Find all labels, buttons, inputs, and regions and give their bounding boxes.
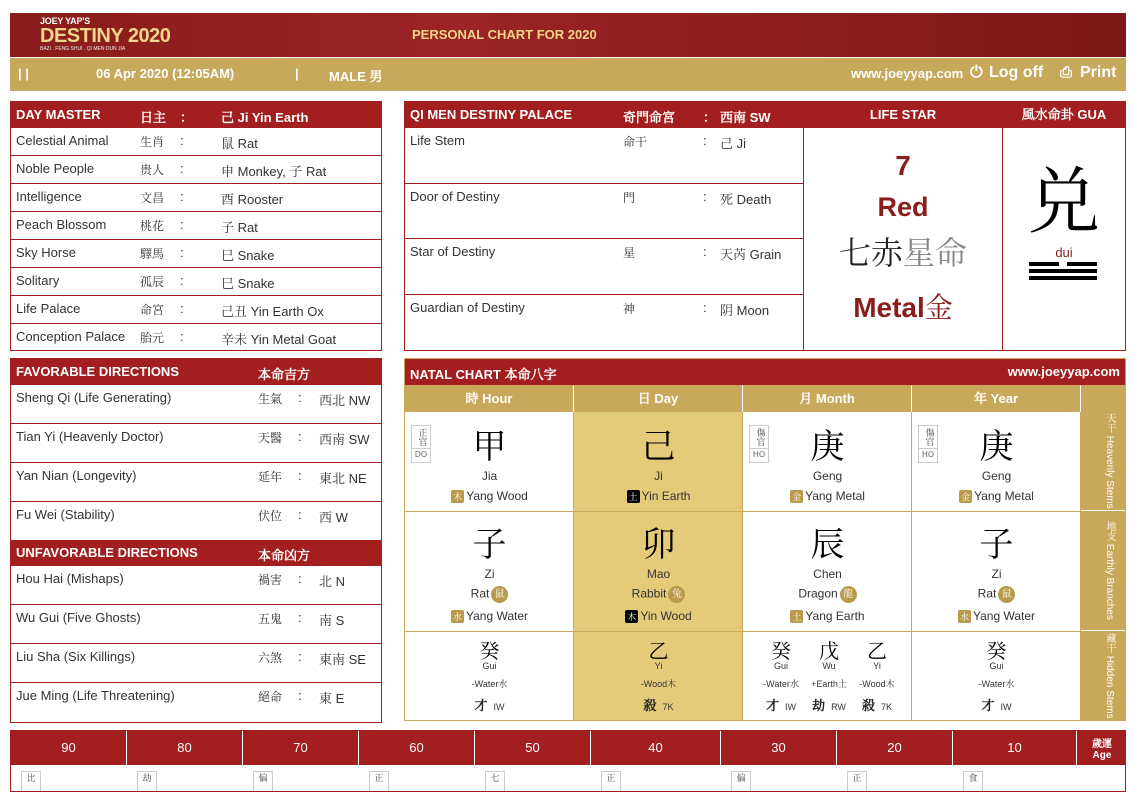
row-value: 阴 Moon [720,302,770,318]
gua-character: 兑 [1027,160,1100,244]
branch-element [912,609,1081,623]
row-colon: : [180,245,184,260]
stem-character: 甲 [472,427,507,467]
hidden-stem-pinyin: Gui [773,661,788,671]
hidden-stem-character: 癸 [771,639,791,663]
direction-cn: 延年 [258,470,283,484]
direction-colon: : [298,429,302,444]
gender: MALE 男 [329,69,383,84]
direction-value: 西南 SW [319,432,370,447]
life-star-cn [804,228,1002,274]
element-badge: 土 [792,612,802,622]
hidden-stem-pinyin: Gui [989,661,1004,671]
column-header-side [1081,385,1125,412]
element-badge: 水 [959,612,969,622]
life-star-cn-sub: 星命 [903,234,968,272]
life-star-cn-main: 七赤 [838,234,903,272]
logo-sub-text: BAZI . FENG SHUI . QI MEN DUN JIA [40,46,126,52]
row-label: Guardian of Destiny [410,299,525,315]
element-name: Yang Earth [805,609,865,623]
ten-god-cn: 正官 [416,428,427,446]
row-colon: : [703,188,707,204]
ten-god-abbr: 7K [662,702,674,712]
direction-colon: : [298,390,302,405]
row-colon: : [180,161,184,176]
direction-label: Wu Gui (Five Ghosts) [16,610,141,625]
ten-god-abbr: HO [919,448,937,460]
luck-pillar-tag: 偏 [253,771,273,792]
ten-god-abbr: 7K [881,702,893,712]
hidden-stem-element: -Water水 [978,679,1015,689]
separator: | [295,66,299,81]
direction-value: 東南 SE [319,652,366,667]
branch-pinyin: Zi [991,567,1002,581]
ten-god-cn: 才 [474,698,488,713]
row-cn: 胎元 [140,331,165,345]
header-colon: ： [180,110,194,125]
branch-character: 卯 [641,525,676,565]
row-colon: : [180,273,184,288]
row-label: Star of Destiny [410,244,496,259]
row-colon: : [180,217,184,232]
direction-colon: : [298,688,302,703]
side-label-2: 藏干 Hidden Stems [1081,631,1125,722]
hidden-stem-character: 戊 [819,639,839,663]
row-value: 鼠 Rat [221,136,258,151]
hidden-stem-god [405,695,574,714]
power-icon[interactable]: ⏻ [970,64,983,81]
side-label-1: 地支 Earthly Branches [1081,511,1125,631]
hidden-stem-pinyin: Wu [822,661,836,671]
element-badge: 金 [961,492,971,502]
life-star-color: Red [877,192,929,222]
natal-title: NATAL CHART 本命八字 [410,367,557,382]
stem-character: 己 [641,427,676,467]
branch-character: 子 [979,525,1014,565]
luck-pillar-tag: 食 [963,771,983,792]
stem-character: 庚 [810,427,845,467]
row-cn: 門 [623,190,636,205]
age-cell[interactable]: 90 [11,731,127,765]
ten-god-cn: 劫 [812,698,826,713]
day-master-row [11,184,381,212]
logo-top-text: JOEY YAP'S [40,16,91,26]
element-badge: 金 [792,492,802,502]
row-colon: : [180,329,184,344]
header-value: 西南 SW [720,110,771,125]
row-label: Life Palace [16,301,81,316]
row-value: 巳 Snake [221,276,275,291]
favorable-row [11,502,381,541]
qimen-row [405,295,803,351]
branch-animal [574,586,743,603]
unfavorable-row [11,644,381,683]
branch-animal [912,586,1081,603]
row-label: Door of Destiny [410,188,500,204]
favorable-label: FAVORABLE DIRECTIONS [16,364,179,379]
row-value: 天芮 Grain [720,247,782,262]
ten-god-cn: 傷官 [923,428,934,446]
age-cell[interactable]: 30 [721,731,837,765]
hidden-stem-character: 癸 [986,639,1007,663]
branch-pinyin: Zi [484,567,495,581]
age-cell[interactable]: 20 [837,731,953,765]
direction-value: 南 S [319,613,345,628]
ten-god-cn: 殺 [643,698,657,713]
animal-name: Dragon [798,586,838,601]
stem-element [574,489,743,503]
ten-god-cn: 殺 [861,698,875,713]
print-icon[interactable]: ⎙ [1060,64,1073,81]
direction-cn: 五鬼 [258,612,283,626]
row-cn: 命干 [623,135,648,149]
row-colon: : [703,133,707,148]
row-value: 己丑 Yin Earth Ox [221,304,324,319]
branch-character: 辰 [810,525,845,565]
day-master-row [11,156,381,184]
site-link[interactable]: www.joeyyap.com [851,66,964,81]
direction-colon: : [298,507,302,522]
qimen-row [405,184,803,240]
row-value: 申 Monkey, 子 Rat [221,164,327,179]
element-en: Metal [853,292,925,323]
row-label: Intelligence [16,189,82,204]
page-title: PERSONAL CHART FOR 2020 [412,27,597,42]
unfavorable-row [11,605,381,644]
hidden-stem-pinyin: Gui [482,661,497,671]
hidden-stem-pinyin: Yi [654,661,663,671]
natal-site[interactable]: www.joeyyap.com [1007,364,1120,379]
element-name: Yin Wood [640,609,692,623]
animal-icon: 龍 [840,586,857,603]
direction-value: 北 N [319,574,346,589]
row-colon: : [180,133,184,148]
menu-icon[interactable]: | | [18,66,29,81]
direction-cn: 天醫 [258,431,283,445]
ten-god-cn: 傷官 [754,428,765,446]
hidden-stem-element: -Water水 [763,679,799,689]
row-label: Celestial Animal [16,133,109,148]
ten-god-cn: 才 [765,698,779,713]
hidden-stem-element: -Wood木 [859,679,895,689]
direction-label: Jue Ming (Life Threatening) [16,688,175,703]
stem-element [743,489,912,503]
row-cn: 驛馬 [140,247,165,261]
row-cn: 文昌 [140,191,165,205]
header-label: QI MEN DESTINY PALACE [410,107,573,122]
row-cn: 贵人 [140,163,165,177]
column-header-2: 月 Month [743,385,912,412]
element-badge: 木 [627,612,637,622]
branch-pinyin: Mao [646,567,671,581]
column-header-1: 日 Day [574,385,743,412]
animal-name: Rabbit [631,586,667,601]
branch-element [574,609,743,623]
day-master-header [11,102,381,128]
row-value: 子 Rat [221,220,258,235]
element-name: Yang Water [972,609,1036,623]
row-value: 己 Ji [720,136,747,151]
header-label: DAY MASTER [16,107,101,122]
life-star-element [804,286,1002,326]
direction-value: 東 E [319,691,345,706]
life-star-panel [803,101,1003,351]
element-badge: 水 [452,612,462,622]
branch-character: 子 [472,525,507,565]
row-colon: : [703,299,707,315]
favorable-row [11,424,381,463]
directions-panel [10,358,382,723]
side-label-0: 天干 Heavenly Stems [1081,412,1125,511]
life-star-number: 7 [895,150,911,181]
row-cn: 桃花 [140,219,165,233]
stem-pinyin: Ji [654,469,663,483]
destiny-logo[interactable] [40,16,170,52]
unfavorable-cn: 本命凶方 [258,548,311,563]
animal-icon: 兔 [668,586,685,603]
hidden-stem-pinyin: Yi [873,661,881,671]
unfavorable-row [11,566,381,605]
direction-cn: 禍害 [258,573,283,587]
birth-date: 06 Apr 2020 (12:05AM) [96,66,235,81]
day-master-row [11,240,381,268]
natal-header [405,359,1125,385]
row-value: 辛未 Yin Metal Goat [221,332,337,347]
day-master-row [11,128,381,156]
logout-button[interactable]: Log off [989,64,1044,81]
row-cn: 生肖 [140,135,165,149]
row-label: Life Stem [410,133,465,148]
luck-pillar-tag: 正 [847,771,867,792]
luck-pillar-tag: 正 [601,771,621,792]
element-cn: 金 [924,291,953,324]
direction-label: Tian Yi (Heavenly Doctor) [16,429,164,444]
favorable-header [11,359,381,385]
hidden-stem-character: 癸 [479,639,500,663]
age-cell[interactable]: 80 [127,731,243,765]
branch-element [743,609,912,623]
logo-main-text: DESTINY 2020 [40,25,171,47]
direction-label: Liu Sha (Six Killings) [16,649,136,664]
favorable-row [11,463,381,502]
row-label: Conception Palace [16,329,126,344]
stem-element [912,489,1081,503]
age-label-en: Age [1092,750,1112,761]
direction-value: 西 W [319,510,348,525]
direction-label: Hou Hai (Mishaps) [16,571,124,586]
row-colon: : [180,189,184,204]
row-cn: 孤辰 [140,275,165,289]
row-label: Solitary [16,273,60,288]
direction-value: 東北 NE [319,471,367,486]
hidden-stem-element: -Wood木 [640,679,677,689]
gua-header: 風水命卦 GUA [1003,102,1125,128]
element-badge: 木 [453,492,463,502]
row-divider [405,631,1081,632]
row-label: Noble People [16,161,95,176]
stem-element [405,489,574,503]
row-divider [405,511,1081,512]
row-value: 死 Death [720,191,772,207]
stem-pinyin: Geng [981,469,1012,483]
stem-pinyin: Jia [481,469,498,483]
row-value: 酉 Rooster [221,192,284,207]
row-cn: 神 [623,301,636,316]
direction-colon: : [298,649,302,664]
animal-icon: 鼠 [491,586,508,603]
luck-pillar-tag: 七 [485,771,505,792]
direction-cn: 伏位 [258,509,283,523]
qimen-row [405,128,803,184]
day-master-row [11,324,381,352]
row-value: 巳 Snake [221,248,275,263]
gua-name: dui [1055,245,1073,260]
luck-pillar-tag: 比 [21,771,41,792]
age-cell[interactable]: 50 [475,731,591,765]
ten-god-abbr: RW [831,702,846,712]
row-cn: 星 [623,246,636,260]
direction-value: 西北 NW [319,393,371,408]
natal-chart-panel [404,358,1126,721]
direction-cn: 生氣 [258,392,283,406]
hidden-stem-god [807,695,851,714]
ten-god-abbr: DO [412,448,430,460]
direction-label: Fu Wei (Stability) [16,507,115,522]
row-colon: : [180,301,184,316]
direction-colon: : [298,571,302,586]
age-cell[interactable]: 40 [591,731,721,765]
life-star-header: LIFE STAR [804,102,1002,128]
luck-pillar-tag: 劫 [137,771,157,792]
hidden-stem-god [912,695,1081,714]
unfavorable-row [11,683,381,722]
hidden-stem-element: +Earth土 [811,679,847,689]
stem-character: 庚 [979,427,1014,467]
header-cn: 日主 [140,110,167,125]
ten-god-abbr: HO [750,448,768,460]
branch-animal [743,586,912,603]
element-name: Yin Earth [641,489,691,503]
qimen-panel [404,101,804,351]
info-bar [10,58,1126,91]
header-cn: 奇門命宮 [623,110,676,125]
day-master-row [11,212,381,240]
qimen-header [405,102,803,128]
header-value: 己 Ji Yin Earth [221,110,309,125]
direction-cn: 絕命 [258,690,283,704]
day-master-row [11,296,381,324]
branch-element [405,609,574,623]
header-colon: ： [703,110,717,125]
hidden-stem-god [759,695,803,714]
element-name: Yang Metal [805,489,865,503]
hidden-stem-god [574,695,743,714]
age-label-cn: 歲運 [1092,739,1112,750]
animal-icon: 鼠 [998,586,1015,603]
qimen-row [405,239,803,295]
day-master-panel [10,101,382,351]
animal-name: Rat [977,586,997,601]
direction-colon: : [298,468,302,483]
age-label [1077,731,1126,765]
ten-god-cn: 才 [981,698,995,713]
hidden-stem-character: 乙 [648,639,669,663]
element-name: Yang Metal [974,489,1034,503]
element-name: Yang Water [465,609,529,623]
unfavorable-header [11,540,381,566]
luck-pillars-bar [10,730,1126,792]
print-button[interactable]: Print [1080,64,1117,81]
hidden-stem-element: -Water水 [471,679,508,689]
ten-god-abbr: IW [1000,702,1012,712]
unfavorable-label: UNFAVORABLE DIRECTIONS [16,545,198,560]
column-header-3: 年 Year [912,385,1081,412]
direction-label: Yan Nian (Longevity) [16,468,137,483]
favorable-cn: 本命吉方 [258,367,311,382]
ten-god-abbr: IW [785,702,796,712]
row-colon: : [703,244,707,259]
age-cell[interactable]: 70 [243,731,359,765]
day-master-row [11,268,381,296]
favorable-row [11,385,381,424]
branch-animal [405,586,574,603]
direction-label: Sheng Qi (Life Generating) [16,390,172,405]
row-cn: 命宮 [140,303,165,317]
gua-panel [1002,101,1126,351]
luck-pillar-tag: 偏 [731,771,751,792]
row-label: Peach Blossom [16,217,107,232]
trigram-icon [1029,262,1097,283]
branch-pinyin: Chen [813,567,842,581]
stem-pinyin: Geng [812,469,843,483]
direction-colon: : [298,610,302,625]
element-name: Yang Wood [466,489,528,503]
animal-name: Rat [470,586,490,601]
luck-pillar-tag: 正 [369,771,389,792]
row-label: Sky Horse [16,245,76,260]
direction-cn: 六煞 [258,651,283,665]
ten-god-abbr: IW [493,702,505,712]
column-header-0: 時 Hour [405,385,574,412]
hidden-stem-character: 乙 [867,639,887,663]
age-cell[interactable]: 10 [953,731,1077,765]
age-cell[interactable]: 60 [359,731,475,765]
element-badge: 土 [628,492,638,502]
hidden-stem-god [855,695,899,714]
